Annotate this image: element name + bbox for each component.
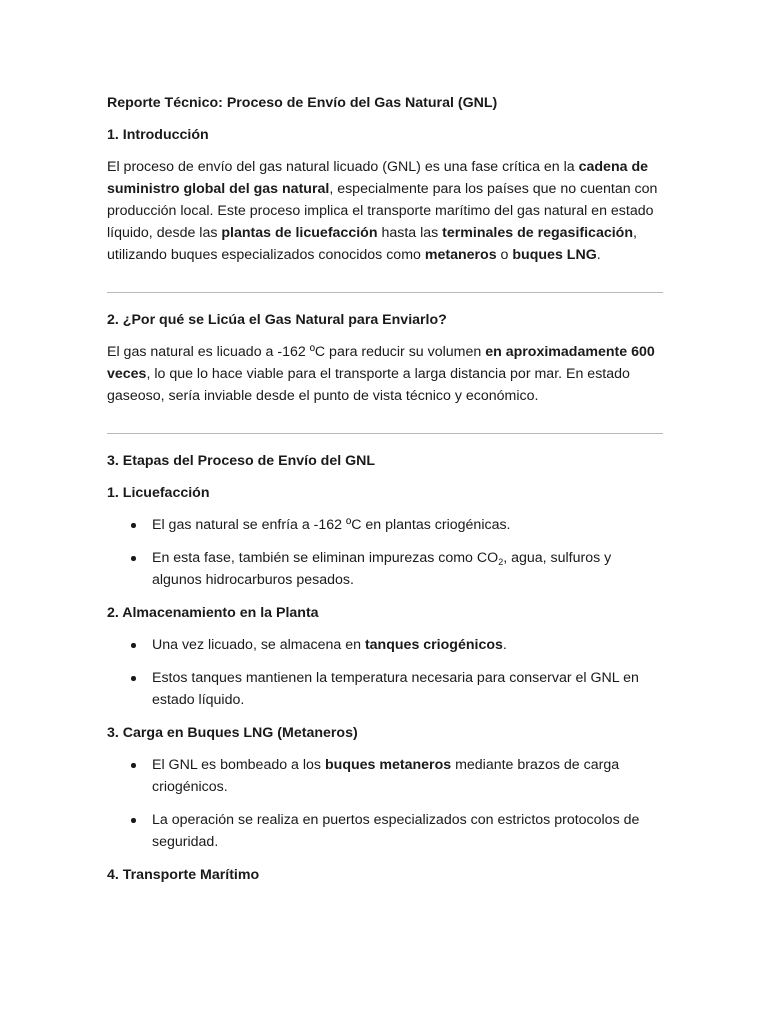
section-divider	[107, 292, 663, 293]
list-item: Estos tanques mantienen la temperatura necesaria para conservar el GNL en estado líquido.	[107, 667, 663, 711]
report-title: Reporte Técnico: Proceso de Envío del Gas Natural (GNL)	[107, 95, 498, 111]
list-item: El gas natural se enfría a -162 ºC en plantas criogénicas.	[107, 514, 663, 536]
list-liquefaction	[107, 514, 663, 591]
paragraph-why-liquefy: El gas natural es licuado a -162 ºC para reducir su volumen en aproximadamente 600 veces, lo que lo hace viable para el transporte a larga distancia por mar. En estado gaseoso, sería inviable desde el punto de vista técnico y económico.	[107, 344, 655, 404]
heading-why-liquefy: 2. ¿Por qué se Licúa el Gas Natural para Enviarlo?	[107, 312, 447, 328]
list-item: Una vez licuado, se almacena en tanques criogénicos.	[107, 634, 663, 656]
list-item: En esta fase, también se eliminan impurezas como $CO_2$, agua, sulfuros y algunos hidrocarburos pesados.	[107, 547, 663, 591]
subheading-loading: 3. Carga en Buques LNG (Metaneros)	[107, 725, 358, 741]
list-loading	[107, 754, 663, 853]
subheading-liquefaction: 1. Licuefacción	[107, 485, 210, 501]
list-item: La operación se realiza en puertos especializados con estrictos protocolos de seguridad.	[107, 809, 663, 853]
document-body	[107, 92, 663, 896]
subheading-maritime-transport: 4. Transporte Marítimo	[107, 867, 260, 883]
subheading-storage: 2. Almacenamiento en la Planta	[107, 605, 319, 621]
heading-stages: 3. Etapas del Proceso de Envío del GNL	[107, 453, 376, 469]
list-storage	[107, 634, 663, 711]
heading-introduction: 1. Introducción	[107, 127, 209, 143]
list-item: El GNL es bombeado a los buques metaneros mediante brazos de carga criogénicos.	[107, 754, 663, 798]
paragraph-introduction: El proceso de envío del gas natural licuado (GNL) es una fase crítica en la cadena de suministro global del gas natural, especialmente para los países que no cuentan con producción local. Este proceso implica el transporte marítimo del gas natural en estado líquido, desde las plantas de licuefacción hasta las terminales de regasificación, utilizando buques especializados conocidos como metaneros o buques LNG.	[107, 159, 658, 263]
section-divider	[107, 433, 663, 434]
